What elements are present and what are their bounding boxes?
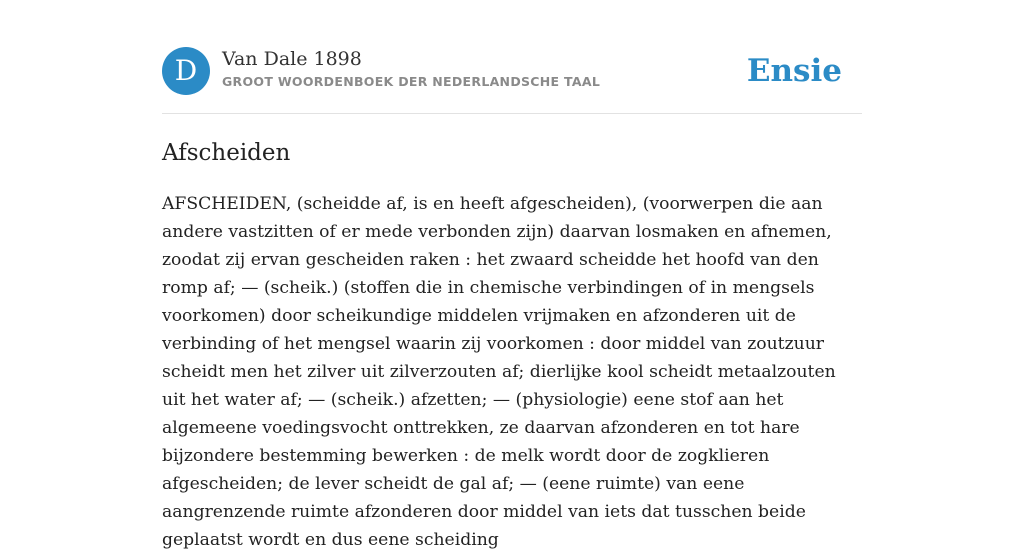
entry-definition: AFSCHEIDEN, (scheidde af, is en heeft afgescheiden), (voorwerpen die aan andere vastzitten of er mede verbonden zijn) daarvan losmaken en afnemen, zoodat zij ervan gescheiden raken : het zwaard scheidde het hoofd van den romp af; — (scheik.) (stoffen die in chemische verbindingen of in mengsels voorkomen) door scheikundige middelen vrijmaken en afzonderen uit de verbinding of het mengsel waarin zij voorkomen : door middel van zoutzuur scheidt men het zilver uit zilverzouten af; dierlijke kool scheidt metaalzouten uit het water af; — (scheik.) afzetten; — (physiologie) eene stof aan het algemeene voedingsvocht onttrekken, ze daarvan afzonderen en tot hare bijzondere bestemming bewerken : de melk wordt door de zogklieren afgescheiden; de lever scheidt de gal af; — (eene ruimte) van eene aangrenzende ruimte afzonderen door middel van iets dat tusschen beide geplaatst wordt en dus eene scheiding (162, 194, 836, 550)
ensie-logo[interactable]: Ensie (746, 53, 842, 89)
entry-headword: Afscheiden (162, 140, 291, 166)
header-divider (162, 113, 862, 114)
page (162, 0, 862, 550)
source-header (162, 47, 862, 95)
source-title[interactable]: Van Dale 1898 (222, 48, 362, 70)
source-badge[interactable]: D (162, 47, 210, 95)
source-subtitle: GROOT WOORDENBOEK DER NEDERLANDSCHE TAAL (222, 74, 601, 89)
